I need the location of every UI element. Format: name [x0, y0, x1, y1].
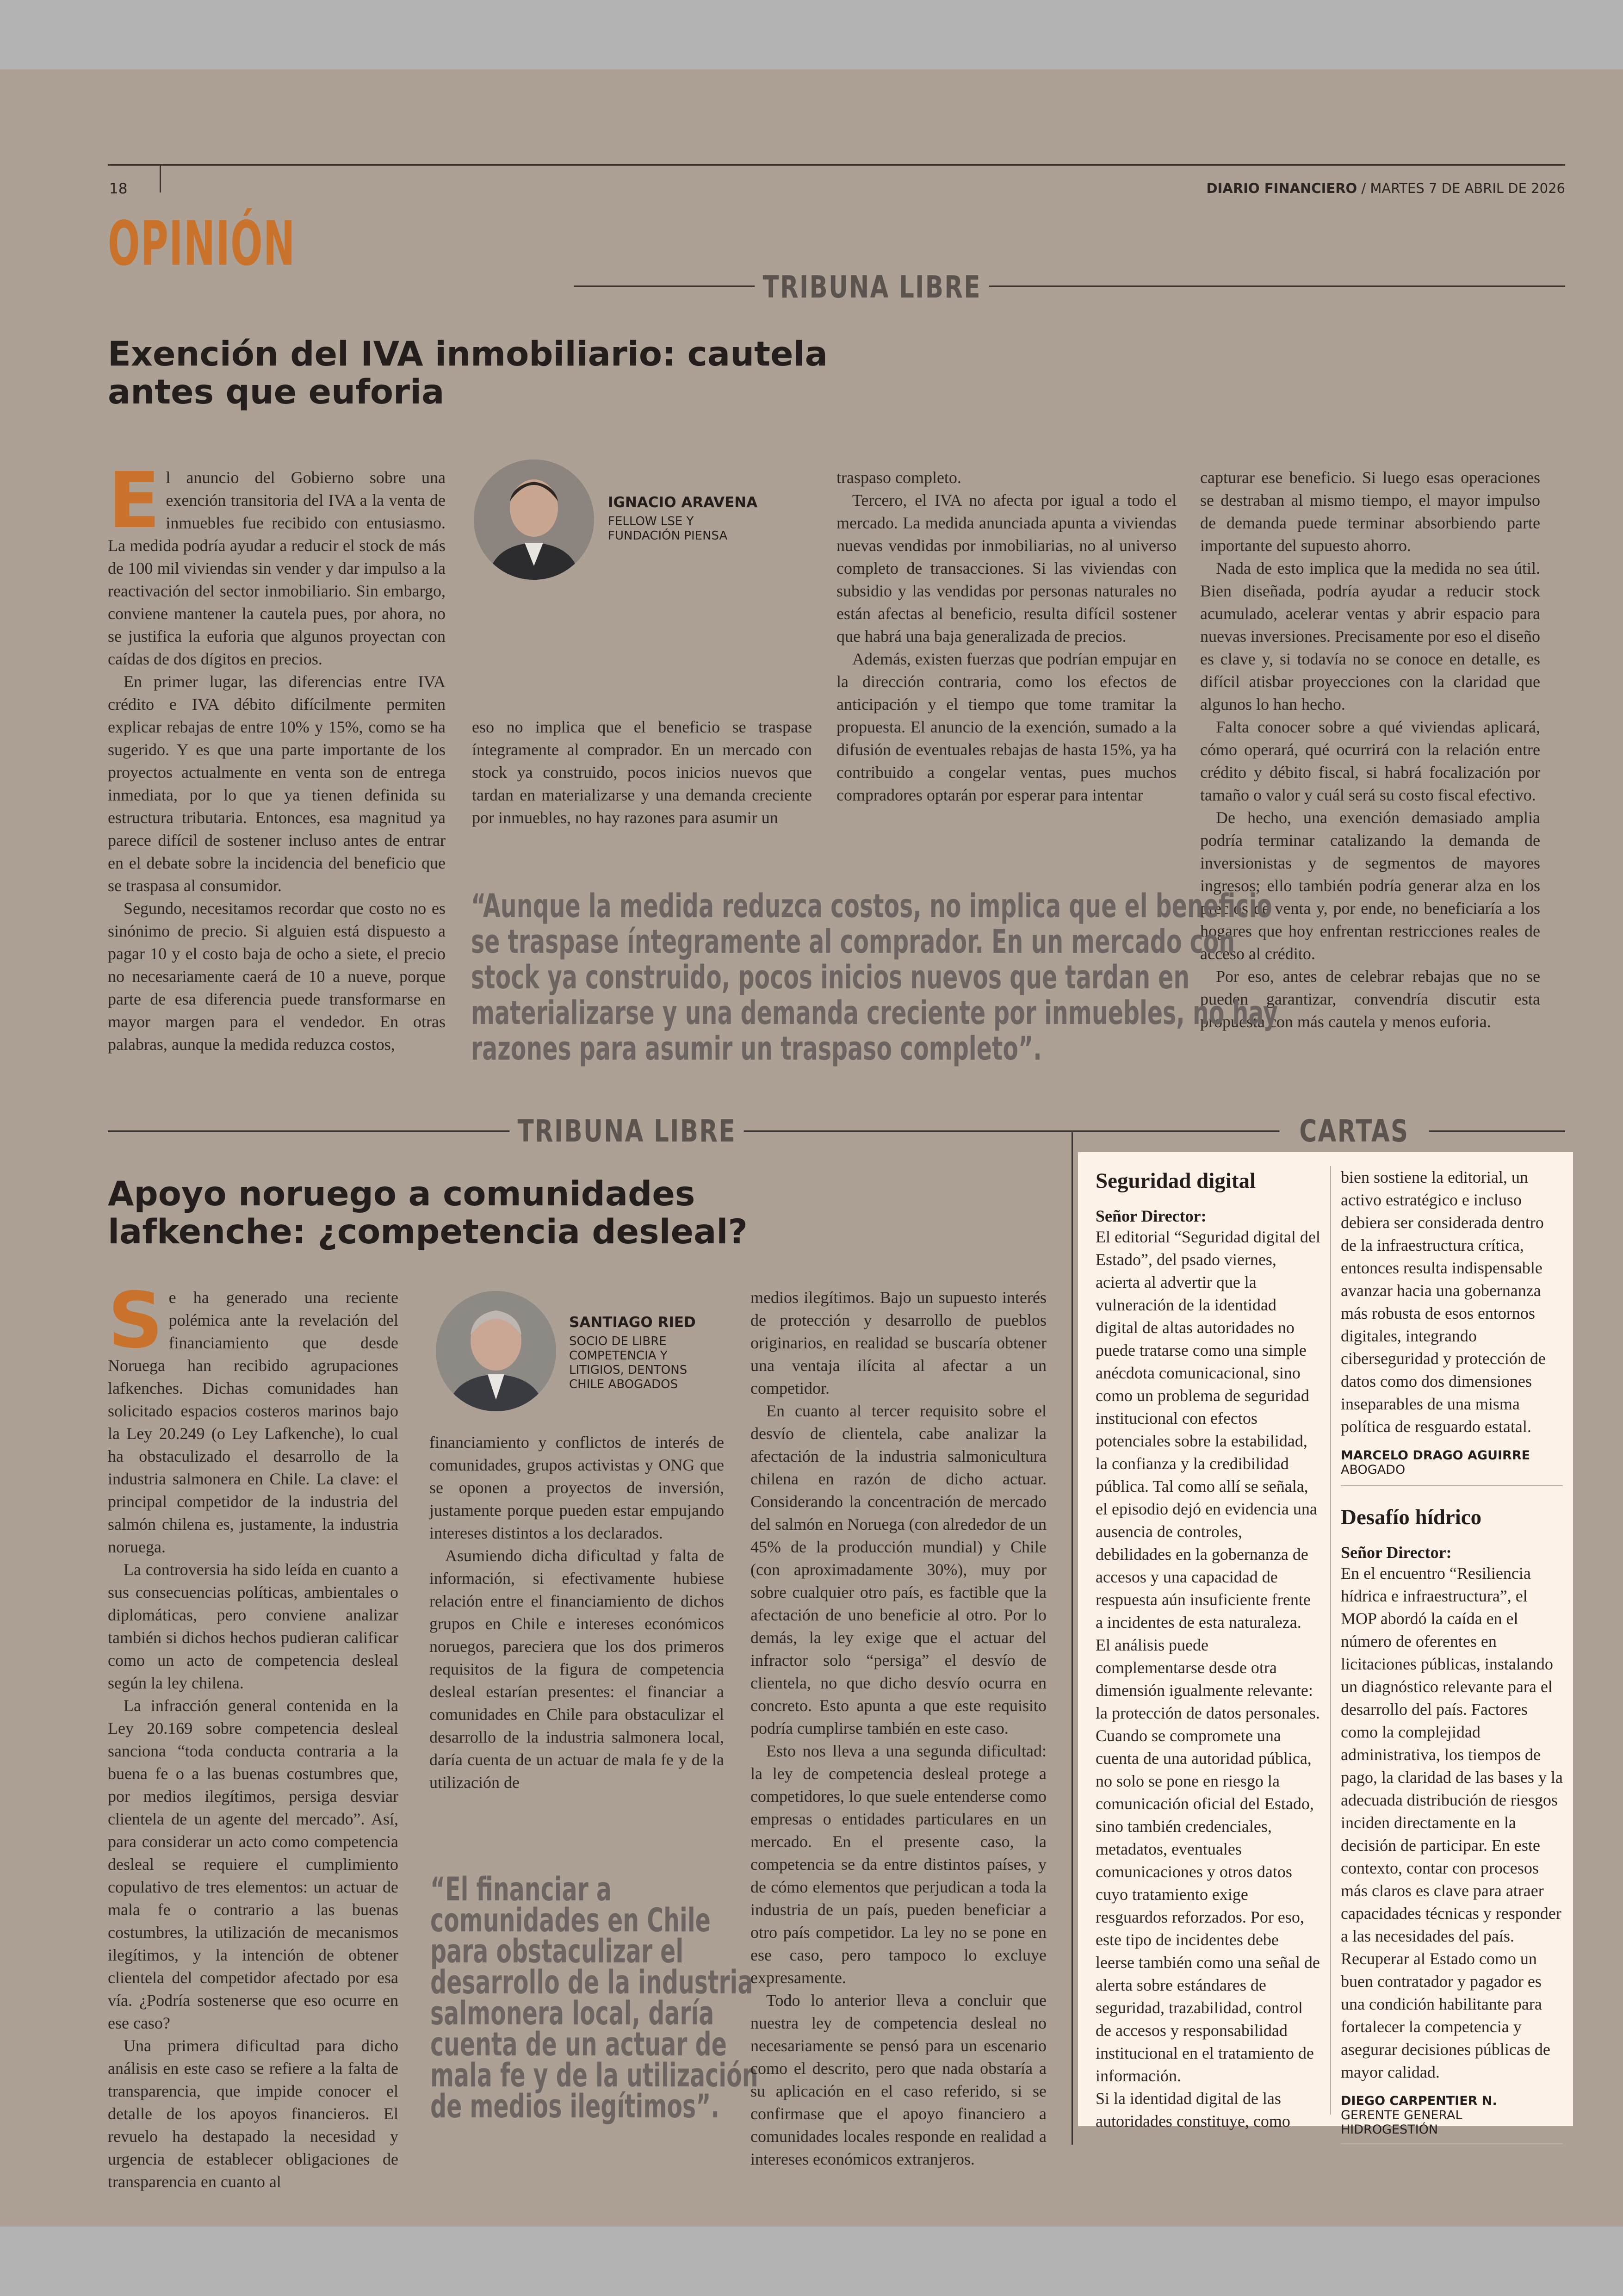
headline-1-line1: Exención del IVA inmobiliario: cautela: [108, 335, 828, 374]
paragraph: El editorial “Seguridad digital del Estado”, del psado viernes, acierta al advertir que la vulneración de la identidad digital de altas autoridades no puede tratarse como una simple anécdota comunicacional, sino como un problema de seguridad institucional con efectos potenciales sobre la estabilidad, la confianza y la credibilidad pública. Tal como allí se señala, el episodio dejó en evidencia una ausencia de controles, debilidades en la gobernanza de accesos y una capacidad de respuesta aún insuficiente frente a incidentes de esta naturaleza.: [1096, 1228, 1320, 1632]
pull-quote-line: comunidades en Chile: [430, 1901, 711, 1939]
letter-body: [1096, 1226, 1321, 2133]
author-photo-ried: [436, 1291, 556, 1411]
paragraph: Falta conocer sobre a qué viviendas aplicará, cómo operará, qué ocurrirá con la relación entre crédito y débito fiscal, si habrá focalización por tamaño o valor y cuál será su costo fiscal efectivo.: [1200, 718, 1540, 804]
portrait-icon: [474, 459, 594, 580]
section-title: OPINIÓN: [108, 208, 296, 279]
pull-quote-line: stock ya construido, pocos inicios nuevos que tardan en: [471, 958, 1190, 996]
article2-column-3: [750, 1286, 1047, 2171]
pull-quote-1: [471, 888, 1278, 1067]
cartas-divider: [1072, 1131, 1073, 2145]
paragraph: medios ilegítimos. Bajo un supuesto interés de protección y desarrollo de pueblos originarios, en realidad se buscaría obtener una ventaja ilícita al afectar a un competidor.: [750, 1288, 1047, 1397]
author-name: IGNACIO ARAVENA: [608, 494, 758, 511]
headline-1-line2: antes que euforia: [108, 372, 445, 412]
author-block-aravena: [608, 494, 757, 543]
paragraph: Todo lo anterior lleva a concluir que nuestra ley de competencia desleal no necesariamente se pensó para un escenario como el descrito, pero que nada obstaría a su aplicación en el caso referido, si se confirmase que el apoyo financiero a comunidades locales responde en realidad a intereses económicos extranjeros.: [750, 1991, 1047, 2168]
letter-salutation: Señor Director:: [1341, 1543, 1452, 1562]
signature-role: ABOGADO: [1341, 1463, 1406, 1477]
pull-quote-line: “Aunque la medida reduzca costos, no implica que el beneficio: [471, 887, 1272, 925]
paragraph: Por eso, antes de celebrar rebajas que no se pueden garantizar, convendría discutir esta propuesta con más cautela y menos euforia.: [1200, 967, 1540, 1031]
pull-quote-line: salmonera local, daría: [430, 1994, 714, 2032]
cartas-label-wrap: [1258, 1113, 1409, 1149]
tribuna-label-1: TRIBUNA LIBRE: [755, 269, 989, 305]
paragraph: Además, existen fuerzas que podrían empujar en la dirección contraria, como los efectos de anticipación y el tiempo que tome tramitar la propuesta. El anuncio de la exención, sumado a la difusión de eventuales rebajas de hasta 15%, ya ha contribuido a congelar ventas, pues muchos compradores optarán por esperar para intentar: [836, 650, 1177, 804]
masthead: [1207, 180, 1565, 196]
author-role: FUNDACIÓN PIENSA: [608, 529, 728, 543]
pull-quote-line: de medios ilegítimos”.: [430, 2087, 720, 2125]
paragraph: e ha generado una reciente polémica ante la revelación del financiamiento que desde Noruega han recibido agrupaciones lafkenches. Dichas comunidades han solicitado espacios costeros marinos bajo la Ley 20.249 (o Ley Lafkenche), lo cual ha obstaculizado el desarrollo de la industria salmonera en Chile. La clave: el principal competidor de la industria del salmón chilena es, justamente, la industria noruega.: [108, 1288, 398, 1556]
paragraph: De hecho, una exención demasiado amplia podría terminar catalizando la demanda de inversionistas y de segmentos de mayores ingresos; ello también podría generar alza en los precios de venta y, por ende, no beneficiaría a los hogares que hoy enfrentan restricciones reales de acceso al crédito.: [1200, 808, 1540, 963]
paragraph: La controversia ha sido leída en cuanto a sus consecuencias políticas, ambientales o diplomáticas, pero conviene analizar también si dichos hechos pudieran calificar como un acto de competencia desleal según la ley chilena.: [108, 1560, 398, 1692]
cartas-box: [1078, 1152, 1573, 2137]
article1-column-1: [108, 456, 446, 1056]
headline-2-line2: lafkenche: ¿competencia desleal?: [108, 1212, 748, 1252]
header-tick: [160, 166, 161, 192]
pull-quote-line: para obstaculizar el: [430, 1932, 684, 1970]
headline-2-line1: Apoyo noruego a comunidades: [108, 1174, 695, 1214]
author-role: LITIGIOS, DENTONS: [569, 1363, 688, 1377]
letter-title: Seguridad digital: [1096, 1169, 1256, 1193]
pull-quote-line: materializarse y una demanda creciente por inmuebles, no hay: [471, 994, 1278, 1032]
tribuna-label-1-wrap: [722, 269, 981, 305]
dropcap-s: S: [108, 1276, 163, 1365]
paragraph: financiamiento y conflictos de interés de comunidades, grupos activistas y ONG que se oponen a proyectos de inversión, justamente porque pueden estar empujando intereses distintos a los declarados.: [429, 1433, 724, 1542]
pull-quote-line: desarrollo de la industria: [430, 1963, 753, 2001]
pull-quote-line: cuenta de un actuar de: [430, 2025, 727, 2063]
newspaper-page: [0, 69, 1623, 2227]
signature-name: DIEGO CARPENTIER N.: [1341, 2094, 1497, 2108]
letter-salutation: Señor Director:: [1096, 1207, 1207, 1225]
article1-column-2: [472, 716, 812, 829]
paragraph: En el encuentro “Resiliencia hídrica e infraestructura”, el MOP abordó la caída en el número de oferentes en licitaciones públicas, instalando un diagnóstico relevante para el desarrollo del país. Factores como la complejidad administrativa, los tiempos de pago, la claridad de las bases y la adecuada distribución de riesgos inciden directamente en la decisión de participar. En este contexto, contar con procesos más claros es clave para atraer capacidades técnicas y responder a las necesidades del país. Recuperar al Estado como un buen contratador y pagador es una condición habilitante para fortalecer la competencia y asegurar decisiones públicas de mayor calidad.: [1341, 1564, 1563, 2081]
pull-quote-line: mala fe y de la utilización: [430, 2056, 758, 2094]
signature-role: GERENTE GENERAL HIDROGESTIÓN: [1341, 2108, 1462, 2137]
author-photo-aravena: [474, 459, 594, 580]
paragraph: eso no implica que el beneficio se traspase íntegramente al comprador. En un mercado con stock ya construido, pocos inicios nuevos que tardan en materializarse y una demanda creciente por inmuebles, no hay razones para asumir un: [472, 718, 812, 827]
pull-quote-line: se traspase íntegramente al comprador. En un mercado con: [471, 923, 1235, 961]
article1-column-3: [836, 466, 1177, 807]
paragraph: traspaso completo.: [836, 468, 961, 487]
letter-divider: [1341, 1485, 1563, 1486]
paragraph: La infracción general contenida en la Ley 20.169 sobre competencia desleal sanciona “toda conducta contraria a la buena fe o a las buenas costumbres que, por medios ilegítimos, persiga desviar clientela de un agente del mercado”. Así, para considerar un acto como competencia desleal se requiere el cumplimiento copulativo de tres elementos: un actuar de mala fe o contrario a las buenas costumbres, la utilización de mecanismos ilegítimos, y la intención de obtener clientela del competidor afectado por esa vía. ¿Podría sostenerse que eso ocurre en ese caso?: [108, 1696, 398, 2032]
tribuna-label-2: TRIBUNA LIBRE: [509, 1113, 744, 1149]
paragraph: l anuncio del Gobierno sobre una exención transitoria del IVA a la venta de inmuebles fue recibido con entusiasmo. La medida podría ayudar a reducir el stock de más de 100 mil viviendas sin vender y dar impulso a la reactivación del sector inmobiliario. Sin embargo, conviene mantener la cautela pues, por ahora, no se justifica la euforia que algunos proyectan con caídas de dos dígitos en precios.: [108, 468, 446, 668]
author-role: SOCIO DE LIBRE: [569, 1334, 667, 1348]
issue-date: / MARTES 7 DE ABRIL DE 2026: [1361, 180, 1565, 196]
headline-2: [108, 1175, 987, 1251]
headline-1: [108, 335, 894, 411]
letter-1-continued: [1341, 1166, 1563, 2144]
article2-column-1: [108, 1276, 398, 2193]
portrait-icon: [436, 1291, 556, 1411]
letter-divider: [1341, 2143, 1563, 2144]
letter-1: [1096, 1168, 1321, 2133]
paragraph: Si la identidad digital de las autoridades constituye, como: [1096, 2089, 1290, 2130]
author-role: CHILE ABOGADOS: [569, 1378, 678, 1391]
pull-quote-line: razones para asumir un traspaso completo”.: [471, 1030, 1042, 1067]
author-block-ried: [569, 1314, 696, 1392]
article2-column-2: [429, 1431, 724, 1794]
letter-title: Desafío hídrico: [1341, 1505, 1482, 1529]
paragraph: En primer lugar, las diferencias entre IVA crédito e IVA débito difícilmente permiten explicar rebajas de entre 10% y 15%, como se ha sugerido. Y es que una parte importante de los proyectos actualmente en venta son de entrega inmediata, por lo que ya tienen definida su estructura tributaria. Entonces, esa magnitud ya parece difícil de sostener incluso antes de entrar en el debate sobre la incidencia del beneficio que se traspasa al consumidor.: [108, 672, 446, 895]
pull-quote-2: [430, 1870, 758, 2125]
page-number: 18: [109, 180, 128, 197]
paragraph: capturar ese beneficio. Si luego esas operaciones se destraban al mismo tiempo, el mayor impulso de demanda puede terminar absorbiendo parte importante del supuesto ahorro.: [1200, 468, 1540, 555]
cartas-label: CARTAS: [1280, 1113, 1429, 1149]
author-role: COMPETENCIA Y: [569, 1349, 668, 1363]
letter-body: [1341, 1562, 1563, 2084]
paragraph: Asumiendo dicha dificultad y falta de información, si efectivamente hubiese relación entre el financiamiento de dichos grupos en Chile e intereses económicos noruegos, pareciera que los dos primeros requisitos de la figura de competencia desleal estarían presentes: el financiar a comunidades en Chile para obstaculizar el desarrollo de la industria salmonera local, daría cuenta de un actuar de mala fe y de la utilización de: [429, 1546, 724, 1792]
dropcap-e: E: [108, 456, 161, 546]
paragraph: Nada de esto implica que la medida no sea útil. Bien diseñada, podría ayudar a reducir stock acumulado, acelerar ventas y abrir espacio para nuevas inversiones. Precisamente por eso el diseño es clave y, si todavía no se conoce en detalle, es difícil atisbar proyecciones con la claridad que algunos lo han hecho.: [1200, 559, 1540, 714]
paragraph: En cuanto al tercer requisito sobre el desvío de clientela, cabe analizar la afectación de la industria salmonicultura chilena en razón de dicho actuar. Considerando la concentración de mercado del salmón en Noruega (con alrededor de un 45% de la producción mundial) y Chile (con aproximadamente 30%), muy por sobre cualquier otro país, es factible que la afectación de uno beneficie al otro. Por lo demás, la ley exige que el actuar del infractor solo “persiga” el desvío de clientela, no que dicho desvío ocurra en concreto. Esto apunta a que este requisito podría cumplirse también en este caso.: [750, 1402, 1047, 1738]
paragraph: Esto nos lleva a una segunda dificultad: la ley de competencia desleal protege a competidores, lo que suele entenderse como empresas o entidades particulares en un mercado. En el presente caso, la competencia se da entre distintos países, y de cómo elementos que perjudican a toda la industria de un país, pueden beneficiar a otro país competidor. La ley no se pone en ese caso, pero tampoco lo excluye expresamente.: [750, 1742, 1047, 1987]
author-role: FELLOW LSE Y: [608, 515, 694, 528]
paragraph: Segundo, necesitamos recordar que costo no es sinónimo de precio. Si alguien está dispuesto a pagar 10 y el costo baja de ocho a siete, el precio no necesariamente caerá de 10 a nueve, porque parte de esa diferencia puede transformarse en mayor margen para el vendedor. En otras palabras, aunque la medida reduzca costos,: [108, 899, 446, 1054]
header-rule: [108, 164, 1565, 166]
tribuna-label-2-wrap: [477, 1113, 736, 1149]
paragraph: bien sostiene la editorial, un activo estratégico e incluso debiera ser considerada dentro de la infraestructura crítica, entonces resulta indispensable avanzar hacia una gobernanza más robusta de esos entornos digitales, integrando ciberseguridad y protección de datos como dos dimensiones inseparables de una misma política de resguardo estatal.: [1341, 1168, 1546, 1436]
pull-quote-line: “El financiar a: [430, 1870, 612, 1908]
paragraph: Una primera dificultad para dicho análisis en este caso se refiere a la falta de transparencia, que impide conocer el detalle de los apoyos financieros. El revuelo ha destapado la necesidad y urgencia de establecer obligaciones de transparencia en cuanto al: [108, 2036, 398, 2191]
newspaper-name: DIARIO FINANCIERO: [1206, 180, 1357, 196]
paragraph: El análisis puede complementarse desde otra dimensión igualmente relevante: la protección de datos personales. Cuando se compromete una cuenta de una autoridad pública, no solo se pone en riesgo la comunicación oficial del Estado, sino también credenciales, metadatos, eventuales comunicaciones y otros datos cuyo tratamiento exige resguardos reforzados. Por eso, este tipo de incidentes debe leerse también como una señal de alerta sobre estándares de seguridad, trazabilidad, control de accesos y responsabilidad institucional en el tratamiento de información.: [1096, 1636, 1320, 2085]
signature-name: MARCELO DRAGO AGUIRRE: [1341, 1448, 1530, 1463]
letter-body: [1341, 1166, 1563, 1438]
cartas-column-separator: [1330, 1166, 1331, 2115]
paragraph: Tercero, el IVA no afecta por igual a todo el mercado. La medida anunciada apunta a viviendas nuevas vendidas por inmobiliarias, no al universo completo de transacciones. Si las viviendas con subsidio y las vendidas por personas naturales no están afectas al beneficio, resulta difícil sostener que habrá una baja generalizada de precios.: [836, 491, 1177, 645]
author-name: SANTIAGO RIED: [569, 1314, 696, 1331]
